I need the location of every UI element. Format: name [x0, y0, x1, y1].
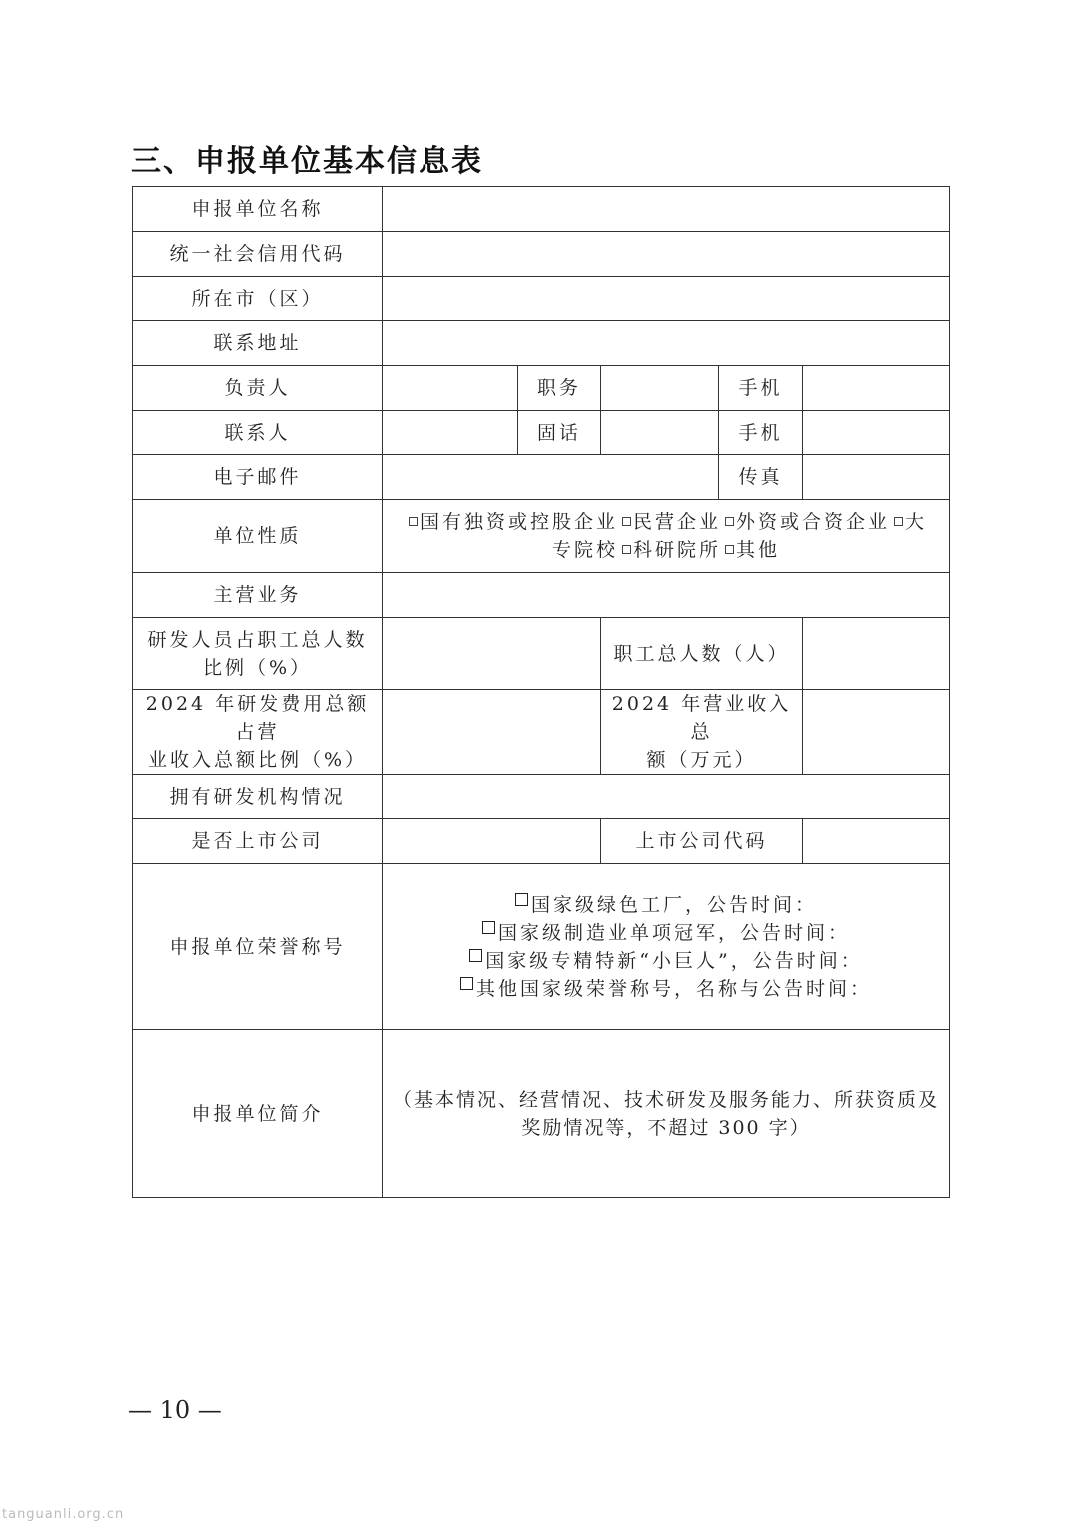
rd-cost-label — [133, 690, 383, 775]
address-field[interactable] — [383, 321, 950, 366]
revenue-label — [601, 690, 803, 775]
option-institute: 科研院所 — [633, 539, 722, 561]
checkbox-other-honor[interactable] — [460, 977, 473, 990]
honor-other: 其他国家级荣誉称号，名称与公告时间： — [476, 977, 873, 1000]
credit-code-field[interactable] — [383, 232, 950, 277]
email-label: 电子邮件 — [133, 455, 383, 500]
rd-ratio-label-line2: 比例（%） — [202, 656, 313, 679]
intro-label: 申报单位简介 — [133, 1030, 383, 1198]
revenue-label-line1: 2024 年营业收入总 — [611, 693, 792, 743]
option-private: 民营企业 — [632, 511, 721, 533]
honors-options — [383, 864, 950, 1030]
intro-field[interactable] — [383, 1030, 950, 1198]
fax-label: 传真 — [719, 455, 803, 500]
honor-item — [387, 975, 945, 1003]
honor-item — [387, 947, 945, 975]
person-in-charge-label: 负责人 — [133, 366, 383, 411]
rd-cost-label-line2: 业收入总额比例（%） — [147, 749, 368, 771]
credit-code-label: 统一社会信用代码 — [133, 232, 383, 277]
option-state-owned: 国有独资或控股企业 — [419, 511, 618, 533]
table-row — [133, 864, 950, 1030]
total-staff-label: 职工总人数（人） — [601, 618, 803, 690]
table-row — [133, 411, 950, 455]
table-row — [133, 618, 950, 690]
table-row — [133, 690, 950, 775]
city-label: 所在市（区） — [133, 277, 383, 321]
honor-item — [387, 891, 945, 919]
contact-mobile-field[interactable] — [803, 411, 950, 455]
rd-institution-field[interactable] — [383, 775, 950, 819]
table-row — [133, 1030, 950, 1198]
table-row — [133, 819, 950, 864]
watermark: tanguanli.org.cn — [2, 1507, 125, 1522]
listed-label: 是否上市公司 — [133, 819, 383, 864]
intro-hint-line2: 奖励情况等，不超过 300 字） — [521, 1116, 811, 1139]
checkbox-single-champion[interactable] — [482, 921, 495, 934]
position-field[interactable] — [601, 366, 719, 411]
city-field[interactable] — [383, 277, 950, 321]
mobile-label: 手机 — [719, 366, 803, 411]
rd-ratio-label-line1: 研发人员占职工总人数 — [147, 628, 368, 651]
contact-mobile-label: 手机 — [719, 411, 803, 455]
option-foreign: 外资或合资企业 — [736, 511, 891, 533]
table-row — [133, 321, 950, 366]
rd-cost-label-line1: 2024 年研发费用总额占营 — [145, 693, 370, 743]
table-row — [133, 187, 950, 232]
stock-code-label: 上市公司代码 — [601, 819, 803, 864]
checkbox-college[interactable] — [894, 517, 903, 526]
listed-field[interactable] — [383, 819, 601, 864]
honors-label: 申报单位荣誉称号 — [133, 864, 383, 1030]
honor-item — [387, 919, 945, 947]
checkbox-private[interactable] — [622, 517, 631, 526]
rd-ratio-field[interactable] — [383, 618, 601, 690]
nature-options — [383, 500, 950, 573]
unit-name-label: 申报单位名称 — [133, 187, 383, 232]
table-row — [133, 775, 950, 819]
person-in-charge-field[interactable] — [383, 366, 518, 411]
checkbox-foreign[interactable] — [725, 517, 734, 526]
honor-little-giant: 国家级专精特新“小巨人”，公告时间： — [485, 949, 863, 972]
position-label: 职务 — [518, 366, 601, 411]
email-field[interactable] — [383, 455, 719, 500]
total-staff-field[interactable] — [803, 618, 950, 690]
nature-label: 单位性质 — [133, 500, 383, 573]
revenue-field[interactable] — [803, 690, 950, 775]
checkbox-institute[interactable] — [622, 545, 631, 554]
main-business-field[interactable] — [383, 573, 950, 618]
page-number: — 10 — — [128, 1396, 222, 1424]
table-row — [133, 455, 950, 500]
basic-info-table — [132, 186, 950, 1198]
checkbox-other[interactable] — [725, 545, 734, 554]
unit-name-field[interactable] — [383, 187, 950, 232]
option-college-part1: 大 — [905, 511, 928, 533]
address-label: 联系地址 — [133, 321, 383, 366]
page-title: 三、申报单位基本信息表 — [131, 144, 483, 179]
intro-hint-line1: （基本情况、经营情况、技术研发及服务能力、所获资质及 — [393, 1088, 940, 1111]
rd-institution-label: 拥有研发机构情况 — [133, 775, 383, 819]
rd-cost-field[interactable] — [383, 690, 601, 775]
table-row — [133, 232, 950, 277]
option-other: 其他 — [736, 539, 781, 561]
contact-field[interactable] — [383, 411, 518, 455]
landline-field[interactable] — [601, 411, 719, 455]
mobile-field[interactable] — [803, 366, 950, 411]
option-college-part2: 专院校 — [551, 539, 618, 561]
checkbox-state-owned[interactable] — [409, 517, 418, 526]
contact-label: 联系人 — [133, 411, 383, 455]
honor-single-champion: 国家级制造业单项冠军，公告时间： — [498, 921, 851, 944]
main-business-label: 主营业务 — [133, 573, 383, 618]
checkbox-little-giant[interactable] — [469, 949, 482, 962]
fax-field[interactable] — [803, 455, 950, 500]
checkbox-green-factory[interactable] — [515, 893, 528, 906]
table-row — [133, 277, 950, 321]
table-row — [133, 573, 950, 618]
stock-code-field[interactable] — [803, 819, 950, 864]
landline-label: 固话 — [518, 411, 601, 455]
rd-ratio-label — [133, 618, 383, 690]
table-row — [133, 366, 950, 411]
revenue-label-line2: 额（万元） — [646, 749, 757, 771]
honor-green-factory: 国家级绿色工厂，公告时间： — [531, 893, 818, 916]
table-row — [133, 500, 950, 573]
